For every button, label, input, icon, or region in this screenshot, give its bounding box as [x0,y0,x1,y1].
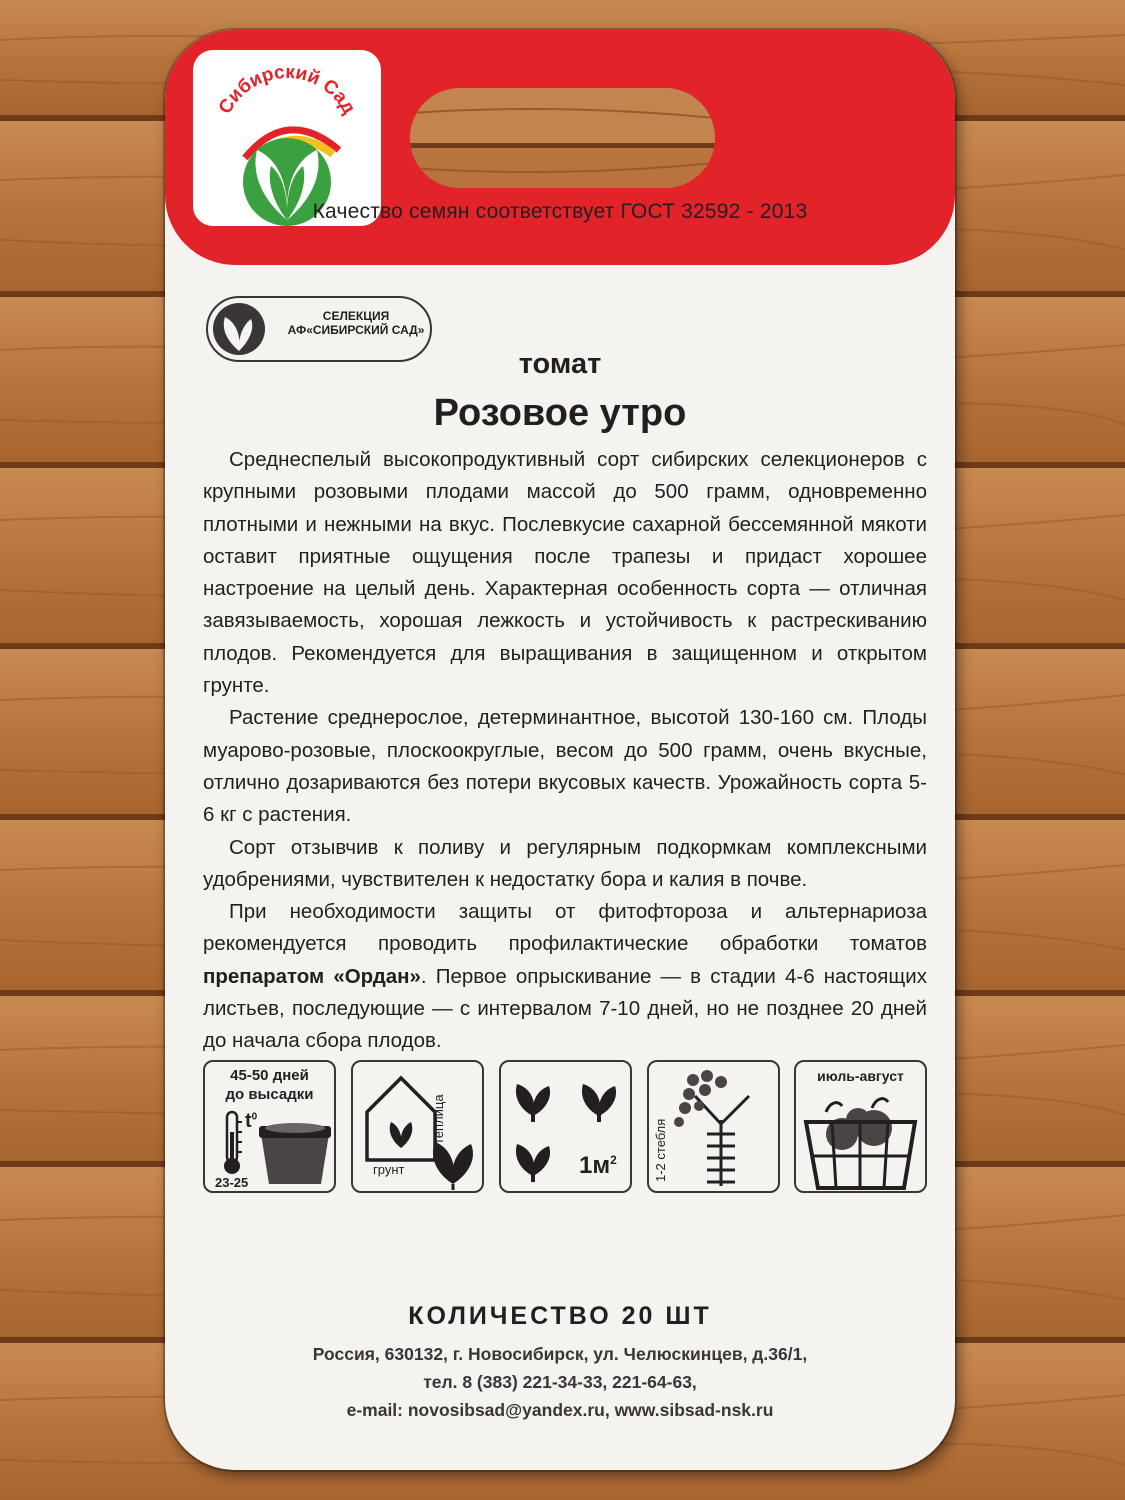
stem-formation-icon [647,1060,780,1193]
product-variety: Розовое утро [433,392,687,434]
selection-company: АФ«СИБИРСКИЙ САД» [287,323,425,337]
greenhouse-label: теплица [431,1094,446,1144]
seed-packet [165,30,955,1470]
treatment-product: препаратом «Ордан» [203,964,421,988]
product-kind: томат [518,348,602,380]
description-paragraph: Сорт отзывчив к поливу и регулярным подкормкам комплексными удобрениями, чувствителен к недостатку бора и калия в почве. [203,835,927,891]
treatment-paragraph [203,896,927,1057]
sowing-time-icon [203,1060,336,1193]
gost-quality-line: Качество семян соответствует ГОСТ 32592 - 2013 [312,200,808,223]
company-address: Россия, 630132, г. Новосибирск, ул. Челюскинцев, д.36/1, [312,1344,808,1364]
basket-icon [796,1062,925,1191]
selection-label: СЕЛЕКЦИЯ [322,309,390,323]
density-unit: 1м [579,1152,611,1179]
packet-header [165,30,955,265]
harvest-label: июль-август [817,1068,904,1084]
density-superscript: 2 [610,1153,617,1167]
ground-label: грунт [373,1162,405,1177]
temperature-range: 23-25 [215,1175,249,1190]
svg-text:Сибирский Сад [215,62,360,118]
greenhouse-ground-icon [351,1060,484,1193]
brand-name: Сибирский Сад [214,61,360,118]
growing-icons-row [203,1060,927,1195]
sowing-days: 45-50 дней [230,1067,309,1084]
stems-label: 1-2 стебля [653,1118,668,1182]
description-paragraph: Среднеспелый высокопродуктивный сорт сибирских селекционеров с крупными розовыми плодами массой до 500 грамм, одновременно плотными и нежными на вкус. Послевкусие сахарной бессемянной мякоти оставит приятные ощущения после трапезы и придаст хорошее настроение на целый день. Характерная особенность сорта — отличная завязываемость, хорошая лежкость и устойчивость к растрескиванию плодов. Рекомендуется для выращивания в защищенном и открытом грунте. [203,448,927,698]
seed-quantity: КОЛИЧЕСТВО 20 ШТ [408,1302,712,1330]
product-description [203,444,927,1058]
temperature-symbol: t [245,1110,252,1132]
company-phone: тел. 8 (383) 221-34-33, 221-64-63, [423,1372,697,1392]
treatment-text: При необходимости защиты от фитофтороза и альтернариоза рекомендуется проводить профилактические обработки томатов [203,900,927,956]
temperature-degree: 0 [251,1111,258,1123]
company-contacts [165,1340,955,1424]
sowing-note: до высадки [225,1086,314,1103]
description-paragraph: Растение среднерослое, детерминантное, высотой 130-160 см. Плоды муарово-розовые, плоскоокруглые, весом до 500 грамм, очень вкусные, отлично дозариваются без потери вкусовых качеств. Урожайность сорта 5-6 кг с растения. [203,706,927,827]
company-email-web: e-mail: novosibsad@yandex.ru, www.sibsad-nsk.ru [346,1400,774,1420]
planting-density-icon [499,1060,632,1193]
hanging-hole [410,88,715,188]
harvest-time-icon [794,1060,927,1193]
treatment-text-end: . Первое опрыскивание — в стадии 4-6 настоящих листьев, последующие — с интервалом 7-10 дней, но не позднее 20 дней до начала сбора плодов. [203,964,927,1053]
thermometer-pot-icon [205,1062,334,1191]
